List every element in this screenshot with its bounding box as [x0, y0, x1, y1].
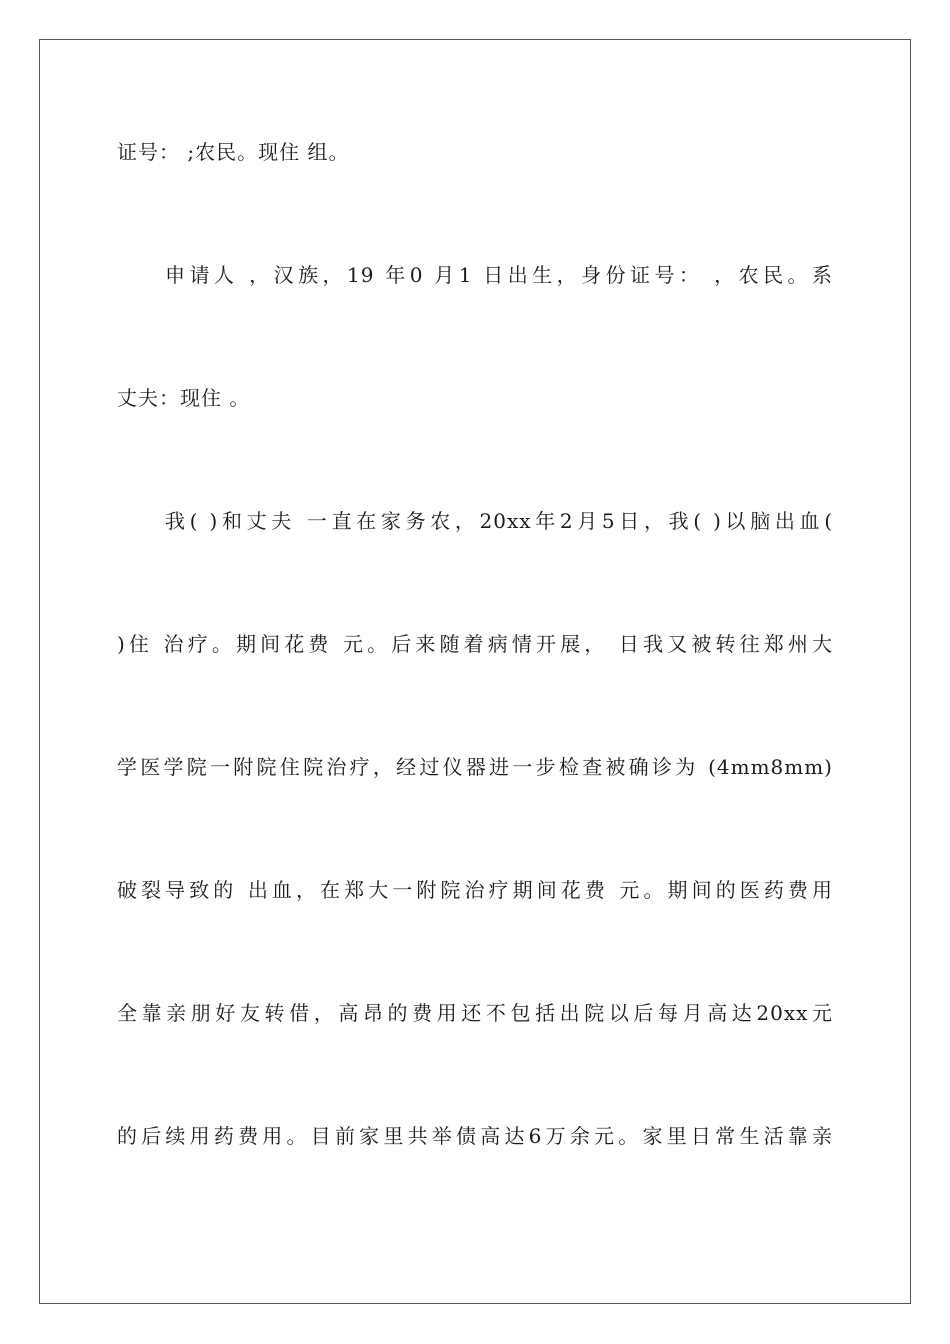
- text-line-7: 破裂导致的 出血，在郑大一附院治疗期间花费 元。期间的医药费用: [117, 878, 833, 902]
- text-line-8: 全靠亲朋好友转借，高昂的费用还不包括出院以后每月高达20xx元: [117, 1001, 833, 1025]
- text-line-9: 的后续用药费用。目前家里共举债高达6万余元。家里日常生活靠亲: [117, 1124, 833, 1148]
- text-line-6: 学医学院一附院住院治疗，经过仪器进一步检查被确诊为 (4mm8mm): [117, 755, 833, 779]
- text-line-1: 证号： ;农民。现住 组。: [117, 140, 350, 164]
- page-border: [39, 39, 911, 1304]
- text-line-2: 申请人 ，汉族，19 年0 月1 日出生，身份证号： ，农民。系: [165, 263, 833, 287]
- text-line-5: )住 治疗。期间花费 元。后来随着病情开展， 日我又被转往郑州大: [117, 632, 833, 656]
- text-line-3: 丈夫：现住 。: [117, 386, 251, 410]
- text-line-4: 我( )和丈夫 一直在家务农，20xx年2月5日，我( )以脑出血(: [165, 509, 833, 533]
